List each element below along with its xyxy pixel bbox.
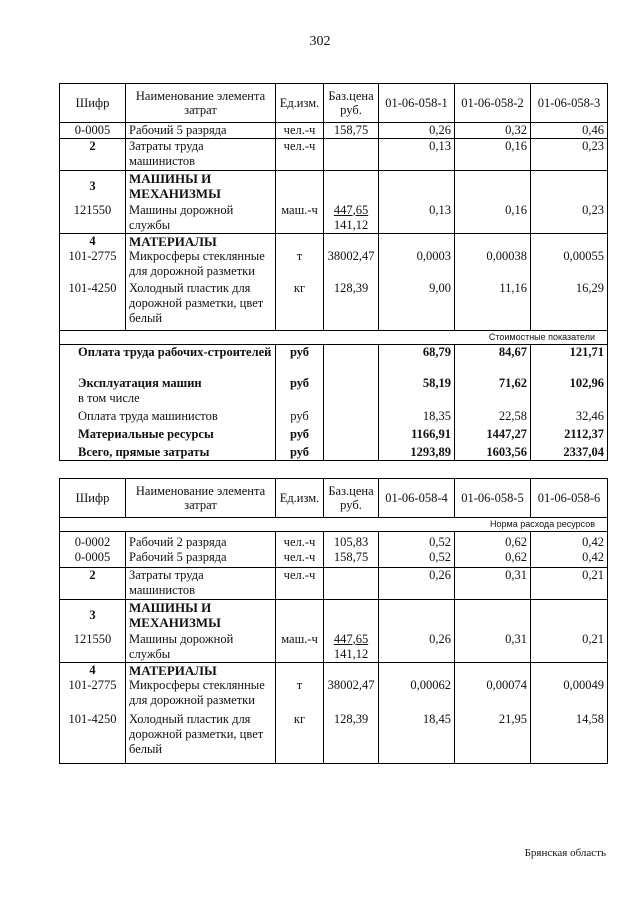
cell-code: 4 (60, 234, 126, 250)
table-row (60, 123, 608, 139)
cell-value: 0,26 (379, 123, 455, 139)
cell-unit: маш.-ч (276, 632, 324, 663)
cell-value: 0,52 (379, 532, 455, 550)
header-col: 01-06-058-5 (455, 479, 531, 518)
cell-value: 11,16 (455, 281, 531, 330)
header-col: 01-06-058-4 (379, 479, 455, 518)
cell-name: МАШИНЫ И МЕХАНИЗМЫ (126, 600, 276, 632)
table-row (60, 550, 608, 568)
price-top: 447,65 (333, 202, 369, 217)
summary-value: 58,19 (379, 376, 455, 391)
summary-row (60, 406, 608, 424)
header-unit: Ед.изм. (276, 84, 324, 123)
summary-name: Эксплуатация машин (60, 376, 276, 391)
cell-name: МАТЕРИАЛЫ (126, 663, 276, 679)
header-col: 01-06-058-1 (379, 84, 455, 123)
cell-price: 38002,47 (324, 678, 379, 712)
table-header-row (60, 84, 608, 123)
cell-code: 2 (60, 568, 126, 600)
cell-value: 0,00049 (531, 678, 608, 712)
summary-value: 18,35 (379, 406, 455, 424)
resource-table-2 (59, 478, 608, 764)
cell-empty (531, 600, 608, 632)
cell-code: 101-2775 (60, 249, 126, 281)
cell-unit: чел.-ч (276, 550, 324, 568)
band-label: Норма расхода ресурсов (60, 518, 608, 532)
header-col: 01-06-058-2 (455, 84, 531, 123)
summary-value: 22,58 (455, 406, 531, 424)
cell-value: 9,00 (379, 281, 455, 330)
cell-empty (379, 171, 455, 203)
summary-name: Материальные ресурсы (60, 424, 276, 442)
cell-value: 0,00074 (455, 678, 531, 712)
cell-value: 0,32 (455, 123, 531, 139)
summary-value: 1603,56 (455, 442, 531, 460)
cell-unit: маш.-ч (276, 203, 324, 234)
summary-row (60, 344, 608, 376)
cell-price: 38002,47 (324, 249, 379, 281)
cell-price: 128,39 (324, 281, 379, 330)
price-top: 447,65 (333, 631, 369, 646)
cell-unit: кг (276, 281, 324, 330)
cell-price (324, 139, 379, 171)
summary-value: 1447,27 (455, 424, 531, 442)
cell-value: 18,45 (379, 712, 455, 763)
summary-value: 71,62 (455, 376, 531, 391)
cell-empty (324, 406, 379, 424)
cell-empty (324, 424, 379, 442)
cell-name: Холодный пластик для дорожной разметки, цвет белый (126, 281, 276, 330)
summary-name: Оплата труда машинистов (60, 406, 276, 424)
cell-name: Затраты труда машинистов (126, 139, 276, 171)
summary-row (60, 391, 608, 406)
header-name: Наименование элемента затрат (126, 84, 276, 123)
cell-value: 0,62 (455, 550, 531, 568)
cell-empty (324, 391, 379, 406)
cell-empty (324, 171, 379, 203)
cell-price: 158,75 (324, 550, 379, 568)
header-name: Наименование элемента затрат (126, 479, 276, 518)
summary-value: 84,67 (455, 344, 531, 376)
summary-unit: руб (276, 406, 324, 424)
table-row (60, 139, 608, 171)
cell-empty (531, 171, 608, 203)
cell-unit: т (276, 678, 324, 712)
cell-empty (324, 600, 379, 632)
summary-value: 2112,37 (531, 424, 608, 442)
cell-empty (379, 234, 455, 250)
cell-empty (455, 600, 531, 632)
cell-value: 0,26 (379, 568, 455, 600)
table-row (60, 712, 608, 763)
cell-value: 0,42 (531, 532, 608, 550)
page-number: 302 (309, 34, 331, 49)
cell-empty (531, 663, 608, 679)
cell-code: 121550 (60, 203, 126, 234)
summary-name: в том числе (60, 391, 276, 406)
header-price: Баз.цена руб. (324, 84, 379, 123)
footer-region: Брянская область (524, 847, 606, 859)
cell-name: Холодный пластик для дорожной разметки, цвет белый (126, 712, 276, 763)
summary-value: 1166,91 (379, 424, 455, 442)
price-bottom: 141,12 (333, 646, 369, 661)
cell-price: 105,83 (324, 532, 379, 550)
table-row (60, 632, 608, 663)
cell-empty (276, 391, 324, 406)
cell-value: 0,00038 (455, 249, 531, 281)
table-band-row (60, 518, 608, 532)
cell-code: 2 (60, 139, 126, 171)
cell-empty (276, 171, 324, 203)
cell-value: 14,58 (531, 712, 608, 763)
cell-value: 0,46 (531, 123, 608, 139)
cell-price: 158,75 (324, 123, 379, 139)
cell-empty (324, 344, 379, 376)
summary-value: 1293,89 (379, 442, 455, 460)
table-row (60, 234, 608, 250)
cell-value: 0,23 (531, 203, 608, 234)
cell-code: 121550 (60, 632, 126, 663)
cell-value: 0,52 (379, 550, 455, 568)
cell-name: Рабочий 5 разряда (126, 123, 276, 139)
cell-code: 3 (60, 600, 126, 632)
cell-value: 0,00055 (531, 249, 608, 281)
cell-value: 0,31 (455, 568, 531, 600)
cell-value: 16,29 (531, 281, 608, 330)
price-bottom: 141,12 (333, 217, 369, 232)
cell-value: 0,13 (379, 139, 455, 171)
summary-unit: руб (276, 424, 324, 442)
header-code: Шифр (60, 479, 126, 518)
cell-code: 0-0002 (60, 532, 126, 550)
summary-value: 32,46 (531, 406, 608, 424)
table-row (60, 281, 608, 330)
table-row (60, 171, 608, 203)
cell-price (324, 203, 379, 234)
table-row (60, 600, 608, 632)
cell-code: 0-0005 (60, 550, 126, 568)
cell-code: 101-2775 (60, 678, 126, 712)
cell-value: 0,21 (531, 632, 608, 663)
cell-empty (455, 234, 531, 250)
header-code: Шифр (60, 84, 126, 123)
band-label: Стоимостные показатели (60, 330, 608, 344)
table-row (60, 663, 608, 679)
cell-name: МАШИНЫ И МЕХАНИЗМЫ (126, 171, 276, 203)
cell-price (324, 568, 379, 600)
cell-value: 0,62 (455, 532, 531, 550)
cell-value: 0,00062 (379, 678, 455, 712)
cell-value: 0,23 (531, 139, 608, 171)
cell-unit: чел.-ч (276, 139, 324, 171)
summary-row (60, 442, 608, 460)
cell-name: Машины дорожной службы (126, 203, 276, 234)
cell-code: 101-4250 (60, 712, 126, 763)
table-row (60, 568, 608, 600)
cell-value: 0,26 (379, 632, 455, 663)
cell-value: 0,42 (531, 550, 608, 568)
cell-name: МАТЕРИАЛЫ (126, 234, 276, 250)
table-row (60, 678, 608, 712)
summary-value: 121,71 (531, 344, 608, 376)
summary-name: Оплата труда рабочих-строителей (60, 344, 276, 376)
header-col: 01-06-058-6 (531, 479, 608, 518)
summary-unit: руб (276, 376, 324, 391)
cell-empty (531, 391, 608, 406)
cell-name: Рабочий 2 разряда (126, 532, 276, 550)
cell-empty (276, 600, 324, 632)
cell-value: 0,21 (531, 568, 608, 600)
cell-empty (324, 442, 379, 460)
cell-code: 0-0005 (60, 123, 126, 139)
cell-empty (379, 663, 455, 679)
summary-value: 68,79 (379, 344, 455, 376)
cell-value: 0,13 (379, 203, 455, 234)
cell-unit: чел.-ч (276, 532, 324, 550)
summary-value: 2337,04 (531, 442, 608, 460)
summary-unit: руб (276, 442, 324, 460)
table-band-row (60, 330, 608, 344)
cell-empty (324, 234, 379, 250)
summary-name: Всего, прямые затраты (60, 442, 276, 460)
cell-empty (455, 391, 531, 406)
cell-empty (455, 663, 531, 679)
cell-price: 128,39 (324, 712, 379, 763)
header-price: Баз.цена руб. (324, 479, 379, 518)
cell-code: 3 (60, 171, 126, 203)
header-unit: Ед.изм. (276, 479, 324, 518)
header-col: 01-06-058-3 (531, 84, 608, 123)
table-row (60, 532, 608, 550)
cell-code: 4 (60, 663, 126, 679)
cell-unit: чел.-ч (276, 123, 324, 139)
summary-row (60, 376, 608, 391)
cell-value: 0,16 (455, 203, 531, 234)
cell-empty (455, 171, 531, 203)
cell-empty (379, 391, 455, 406)
cell-value: 0,16 (455, 139, 531, 171)
table-header-row (60, 479, 608, 518)
cell-empty (531, 234, 608, 250)
cell-empty (324, 376, 379, 391)
cell-empty (379, 600, 455, 632)
cell-name: Машины дорожной службы (126, 632, 276, 663)
cell-name: Рабочий 5 разряда (126, 550, 276, 568)
cell-value: 0,0003 (379, 249, 455, 281)
cell-empty (276, 234, 324, 250)
cell-name: Микросферы стеклянные для дорожной разметки (126, 249, 276, 281)
cell-unit: кг (276, 712, 324, 763)
cell-value: 21,95 (455, 712, 531, 763)
summary-row (60, 424, 608, 442)
cell-empty (324, 663, 379, 679)
resource-table-1 (59, 83, 608, 461)
cell-unit: чел.-ч (276, 568, 324, 600)
cell-price (324, 632, 379, 663)
summary-unit: руб (276, 344, 324, 376)
cell-value: 0,31 (455, 632, 531, 663)
cell-name: Затраты труда машинистов (126, 568, 276, 600)
cell-code: 101-4250 (60, 281, 126, 330)
cell-empty (276, 663, 324, 679)
table-row (60, 249, 608, 281)
summary-value: 102,96 (531, 376, 608, 391)
cell-name: Микросферы стеклянные для дорожной разметки (126, 678, 276, 712)
table-row (60, 203, 608, 234)
cell-unit: т (276, 249, 324, 281)
